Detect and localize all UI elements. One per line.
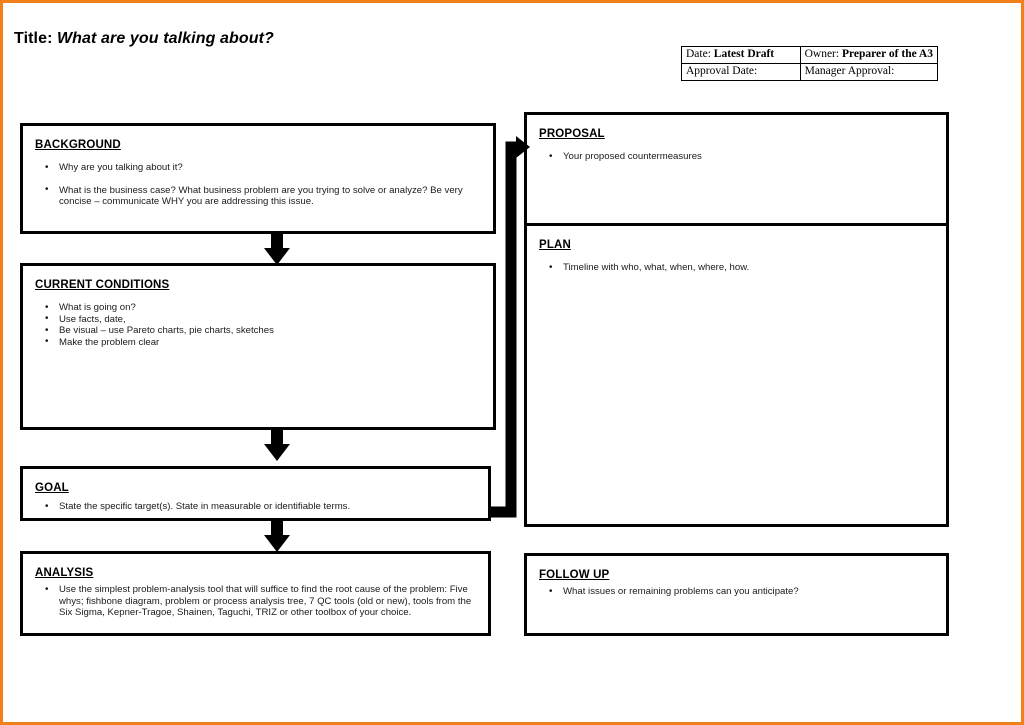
date-cell[interactable] xyxy=(682,47,801,64)
list-item: • Timeline with who, what, when, where, how. xyxy=(539,262,936,274)
proposal-heading: PROPOSAL xyxy=(539,128,605,140)
arrow-current-conditions-to-goal-icon xyxy=(264,429,290,461)
title-value: What are you talking about? xyxy=(56,30,274,47)
plan-bullet-list xyxy=(539,262,936,274)
section-analysis[interactable] xyxy=(20,551,491,636)
list-item: • Why are you talking about it? xyxy=(35,162,483,174)
title-label: Title: xyxy=(14,30,53,47)
proposal-bullet-list xyxy=(539,151,936,163)
section-goal[interactable] xyxy=(20,466,491,521)
current-conditions-bullet-list xyxy=(35,302,483,348)
owner-value: Preparer of the A3 xyxy=(841,48,933,60)
table-row xyxy=(682,47,938,64)
arrow-background-to-current-conditions-icon xyxy=(264,233,290,265)
manager-approval-label: Manager Approval: xyxy=(804,65,895,77)
background-heading: BACKGROUND xyxy=(35,139,121,151)
list-item: • Be visual – use Pareto charts, pie charts, sketches xyxy=(35,325,483,337)
list-item: • State the specific target(s). State in measurable or identifiable terms. xyxy=(35,501,478,513)
list-item: • Your proposed countermeasures xyxy=(539,151,936,163)
analysis-heading: ANALYSIS xyxy=(35,567,94,579)
section-current-conditions[interactable] xyxy=(20,263,496,430)
page-title xyxy=(14,30,274,48)
owner-label: Owner: xyxy=(804,48,840,60)
current-conditions-heading: CURRENT CONDITIONS xyxy=(35,279,170,291)
date-value: Latest Draft xyxy=(713,48,775,60)
section-plan[interactable] xyxy=(527,226,946,524)
plan-heading: PLAN xyxy=(539,239,571,251)
section-follow-up[interactable] xyxy=(524,553,949,636)
follow-up-bullet-list xyxy=(539,586,936,598)
approval-date-label: Approval Date: xyxy=(686,65,758,77)
arrow-goal-to-analysis-icon xyxy=(264,520,290,552)
list-item: • Use the simplest problem-analysis tool that will suffice to find the root cause of the problem: Five whys; fishbone diagram, problem or process analysis tree, 7 QC tools (old or new), tools from the Six Sigma, Kepner-Tragoe, Shainen, Taguchi, TRIZ or other toolbox of your choice. xyxy=(35,584,478,619)
date-label: Date: xyxy=(686,48,711,60)
owner-cell[interactable] xyxy=(800,47,937,64)
table-row xyxy=(682,64,938,81)
arrow-head xyxy=(264,248,290,265)
list-item: • Make the problem clear xyxy=(35,337,483,349)
goal-heading: GOAL xyxy=(35,482,69,494)
approval-date-cell[interactable] xyxy=(682,64,801,81)
analysis-bullet-list xyxy=(35,584,478,619)
manager-approval-cell[interactable] xyxy=(800,64,937,81)
arrow-head xyxy=(264,444,290,461)
list-item: • What issues or remaining problems can you anticipate? xyxy=(539,586,936,598)
goal-bullet-list xyxy=(35,501,478,513)
list-item: • Use facts, date, xyxy=(35,314,483,326)
section-proposal[interactable] xyxy=(527,115,946,223)
document-info-table xyxy=(681,46,938,81)
section-background[interactable] xyxy=(20,123,496,234)
arrow-head xyxy=(264,535,290,552)
follow-up-heading: FOLLOW UP xyxy=(539,569,610,581)
background-bullet-list xyxy=(35,162,483,208)
list-item: • What is going on? xyxy=(35,302,483,314)
list-item: • What is the business case? What business problem are you trying to solve or analyze? Be very concise – communicate WHY you are addressing this issue. xyxy=(35,185,483,208)
section-proposal-plan-group xyxy=(524,112,949,527)
